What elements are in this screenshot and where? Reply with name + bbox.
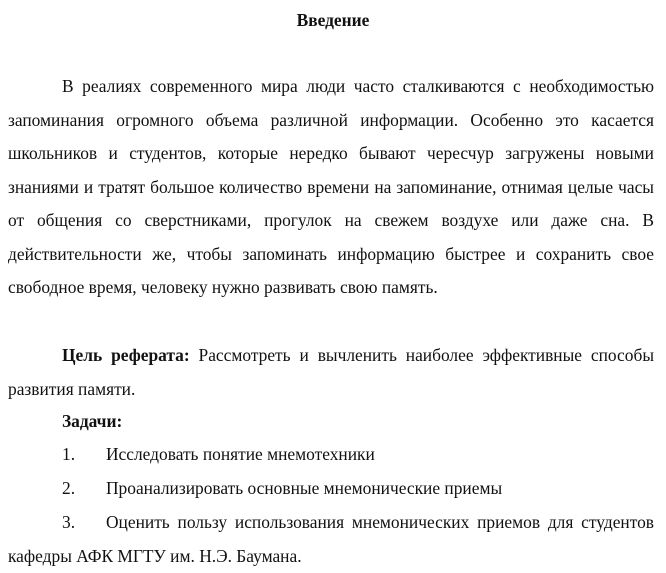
intro-paragraph: В реалиях современного мира люди часто сталкиваются с необходимостью запоминания огромного объема различной информации. Особенно это касается школьников и студентов, которые нередко бывают чересчур загружены новыми знаниями и тратят большое количество времени на запоминание, отнимая целые часы от общения со сверстниками, прогулок на свежем воздухе или даже сна. В действительности же, чтобы запоминать информацию быстрее и сохранить свое свободное время, человеку нужно развивать свою память. bbox=[8, 76, 654, 297]
document-title: Введение bbox=[296, 10, 370, 30]
task-number: 1. bbox=[62, 444, 76, 464]
goal-paragraph bbox=[8, 339, 654, 406]
task-text: Проанализировать основные мнемонические приемы bbox=[106, 478, 503, 498]
goal-text: Рассмотреть и вычленить наиболее эффективные способы развития памяти. bbox=[8, 345, 655, 399]
task-number: 3. bbox=[62, 512, 76, 532]
task-item bbox=[8, 472, 654, 506]
task-text: Оценить пользу использования мнемонических приемов для студентов кафедры АФК МГТУ им. Н.Э. Баумана. bbox=[8, 512, 654, 566]
task-number: 2. bbox=[62, 478, 76, 498]
task-item bbox=[8, 438, 654, 472]
task-item bbox=[8, 506, 654, 573]
tasks-heading: Задачи: bbox=[62, 411, 123, 431]
task-text: Исследовать понятие мнемотехники bbox=[106, 444, 375, 464]
goal-label: Цель реферата: bbox=[62, 345, 190, 365]
